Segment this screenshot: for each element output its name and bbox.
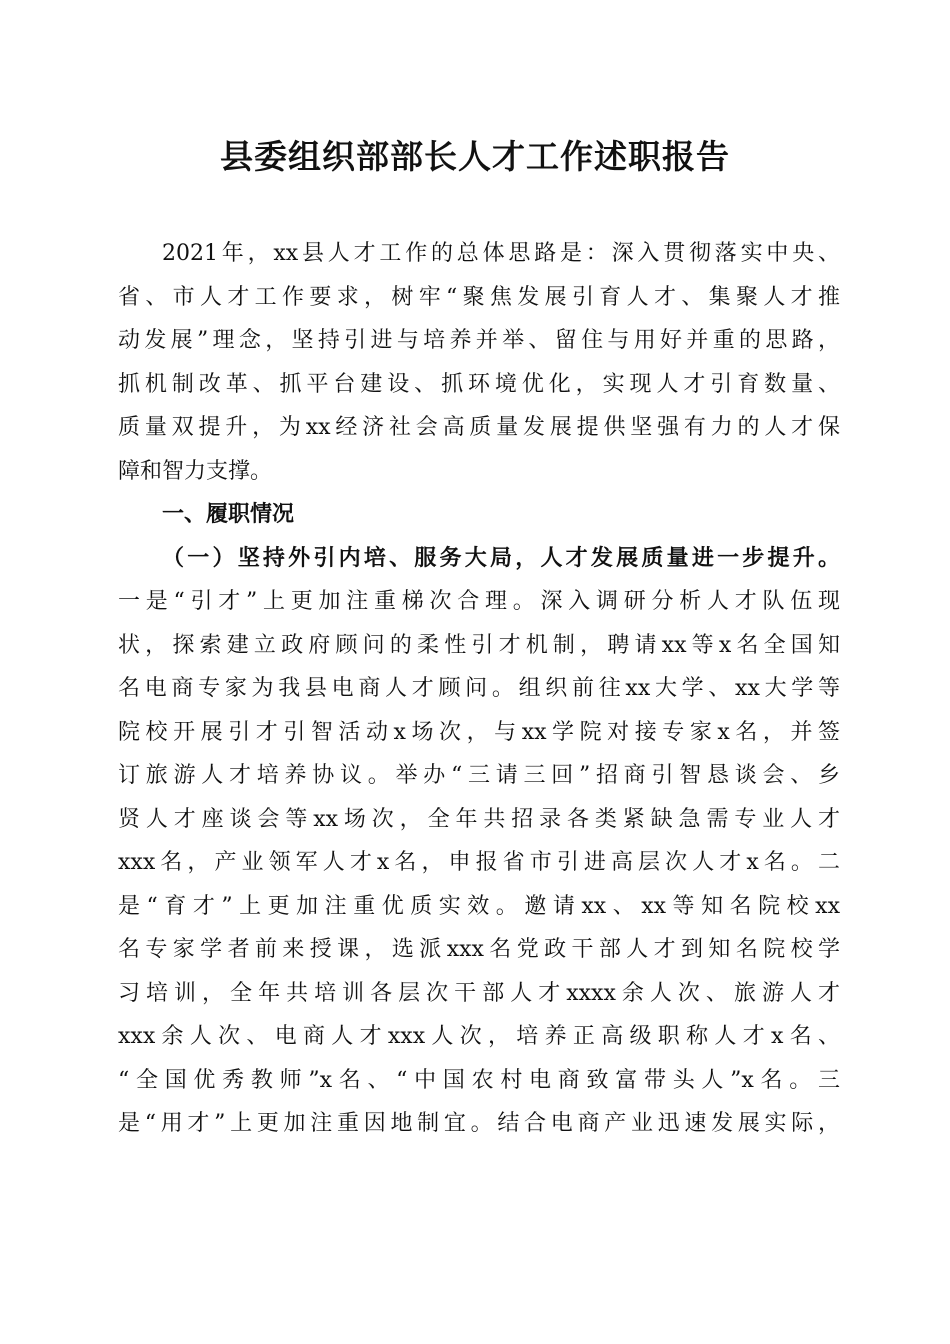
paragraph-line: 状，探索建立政府顾问的柔性引才机制，聘请xx等x名全国知: [118, 632, 840, 658]
paragraph-line: 一是“引才”上更加注重梯次合理。深入调研分析人才队伍现: [118, 589, 840, 614]
paragraph-line: 名电商专家为我县电商人才顾问。组织前往xx大学、xx大学等: [118, 676, 840, 701]
document-body: [118, 232, 840, 1146]
section-heading: 一、履职情况: [162, 502, 295, 527]
paragraph-line: 是“用才”上更加注重因地制宜。结合电商产业迅速发展实际，: [118, 1111, 840, 1136]
paragraph-line: 是“育才”上更加注重优质实效。邀请xx、xx等知名院校xx: [118, 893, 840, 919]
paragraph-line: xxx名，产业领军人才x名，申报省市引进高层次人才x名。二: [118, 850, 840, 875]
paragraph-line: 障和智力支撑。: [118, 458, 273, 484]
paragraph-line: 抓机制改革、抓平台建设、抓环境优化，实现人才引育数量、: [118, 371, 840, 397]
subsection-heading: （一）坚持外引内培、服务大局，人才发展质量进一步提升。: [162, 544, 840, 571]
paragraph-line: 2021年，xx县人才工作的总体思路是：深入贯彻落实中央、: [162, 241, 840, 266]
paragraph-line: 习培训，全年共培训各层次干部人才xxxx余人次、旅游人才: [118, 980, 840, 1006]
paragraph-line: 质量双提升，为xx经济社会高质量发展提供坚强有力的人才保: [118, 415, 840, 440]
paragraph-line: “全国优秀教师”x名、“中国农村电商致富带头人”x名。三: [118, 1067, 840, 1093]
paragraph-line: 名专家学者前来授课，选派xxx名党政干部人才到知名院校学: [118, 937, 840, 962]
paragraph-line: xxx余人次、电商人才xxx人次，培养正高级职称人才x名、: [118, 1024, 840, 1049]
paragraph-line: 省、市人才工作要求，树牢“聚焦发展引育人才、集聚人才推: [118, 284, 840, 310]
paragraph-line: 院校开展引才引智活动x场次，与xx学院对接专家x名，并签: [118, 719, 840, 745]
paragraph-line: 动发展”理念，坚持引进与培养并举、留住与用好并重的思路，: [118, 328, 840, 353]
document-title: 县委组织部部长人才工作述职报告: [220, 137, 730, 176]
paragraph-line: 订旅游人才培养协议。举办“三请三回”招商引智恳谈会、乡: [118, 763, 840, 788]
paragraph-line: 贤人才座谈会等xx场次，全年共招录各类紧缺急需专业人才: [118, 806, 840, 832]
